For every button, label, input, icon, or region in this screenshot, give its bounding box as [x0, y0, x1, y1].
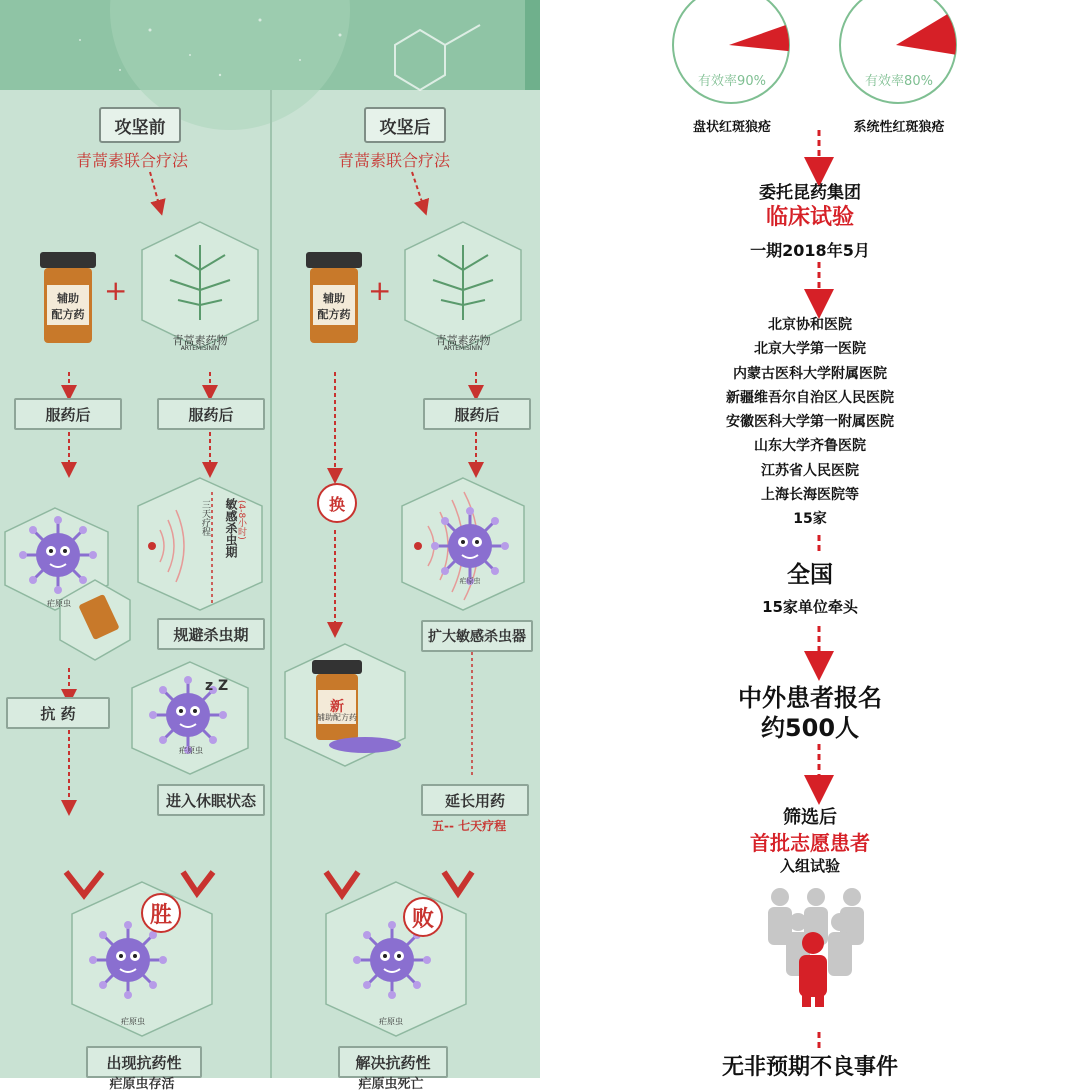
new-bottle-label: 辅助配方药 [317, 713, 357, 722]
sensitive-period: 敏感杀虫期 [224, 498, 238, 558]
sensitive-course: 三天疗程 [200, 500, 210, 536]
arrow [150, 172, 160, 208]
sensitive-hours: (4-8小时) [236, 500, 246, 540]
herb-label: 青蒿素药物 [435, 334, 491, 347]
sleep-icon: z Z [205, 678, 229, 694]
herb-label: 青蒿素药物 [172, 334, 228, 347]
win-badge: 胜 [141, 893, 181, 933]
parasite-icon [19, 516, 97, 594]
nation-text: 全国 [787, 562, 833, 588]
after-med-box: 服药后 [157, 398, 265, 430]
arrow [412, 172, 424, 208]
before-result-line2: 疟原虫存活 [109, 1077, 175, 1092]
before-therapy: 青蒿素联合疗法 [76, 151, 189, 170]
first-batch-text: 首批志愿患者 [750, 831, 870, 855]
hospital-item: 内蒙古医科大学附属医院 [733, 365, 887, 382]
after-med-box: 服药后 [14, 398, 122, 430]
herb-sublabel: ARTEMISININ [443, 345, 483, 352]
highlighted-person-icon [799, 932, 827, 1007]
join-text: 入组试验 [779, 857, 840, 875]
gauge1-rate: 有效率90% [698, 74, 766, 89]
hospital-item: 15家 [793, 511, 827, 528]
right-graphics [540, 0, 1080, 1078]
chevron-down-icon [183, 872, 213, 893]
plus-icon: + [104, 274, 128, 307]
parasite-label: 疟原虫 [379, 1017, 403, 1026]
resist-box: 抗 药 [6, 697, 110, 729]
hospital-item: 上海长海医院等 [761, 487, 859, 504]
entrust-text: 委托昆药集团 [759, 183, 861, 203]
after-result-line2: 疟原虫死亡 [358, 1077, 424, 1092]
parasite-icon [89, 921, 167, 999]
parasite-label: 疟原虫 [121, 1017, 145, 1026]
extend-box: 延长用药 [421, 784, 529, 816]
hospital-item: 北京大学第一医院 [754, 341, 866, 358]
herb-sublabel: ARTEMISININ [180, 345, 220, 352]
gauge2-name: 系统性红斑狼疮 [853, 120, 945, 135]
expand-box: 扩大敏感杀虫器 [421, 620, 533, 652]
new-tag: 新 [330, 699, 344, 715]
chevron-down-icon [326, 872, 358, 895]
after-header: 攻坚后 [364, 107, 446, 143]
bottle-label: 辅助 配方药 [317, 292, 351, 321]
lose-badge: 败 [403, 897, 443, 937]
hospital-item: 安徽医科大学第一附属医院 [726, 414, 894, 431]
parasite-label: 疟原虫 [459, 577, 481, 585]
dormant-box: 进入休眠状态 [157, 784, 265, 816]
gauge2-rate: 有效率80% [865, 74, 933, 89]
lead-text: 15家单位牵头 [762, 598, 858, 616]
hospital-item: 新疆维吾尔自治区人民医院 [726, 389, 894, 406]
hospital-list [540, 313, 1080, 532]
after-therapy: 青蒿素联合疗法 [338, 151, 451, 170]
parasite-icon [431, 507, 509, 585]
avoid-kill-box: 规避杀虫期 [157, 618, 265, 650]
hospital-item: 北京协和医院 [768, 317, 852, 333]
no-adverse-text: 无非预期不良事件 [721, 1055, 898, 1080]
right-infographic-panel [540, 0, 1080, 1078]
chevron-down-icon [66, 872, 102, 895]
parasite-label: 疟原虫 [47, 599, 71, 608]
before-header: 攻坚前 [99, 107, 181, 143]
hospital-item: 江苏省人民医院 [761, 462, 859, 479]
gauge1-name: 盘状红斑狼疮 [692, 120, 771, 135]
after-med-box: 服药后 [423, 398, 531, 430]
after-result: 解决抗药性 [355, 1053, 431, 1072]
parasite-label: 疟原虫 [179, 746, 203, 755]
flow-graphics [0, 0, 540, 1078]
screen-text: 筛选后 [783, 807, 837, 828]
plus-icon: + [368, 274, 392, 307]
hospital-item: 山东大学齐鲁医院 [754, 438, 866, 455]
phase-text: 一期2018年5月 [750, 241, 870, 260]
enroll-line2: 约500人 [760, 714, 860, 742]
before-result: 出现抗药性 [106, 1053, 182, 1072]
switch-badge: 换 [317, 483, 357, 523]
trial-text: 临床试验 [765, 205, 854, 230]
enroll-line1: 中外患者报名 [738, 684, 882, 712]
chevron-down-icon [444, 872, 472, 893]
extend-course: 五-- 七天疗程 [432, 819, 507, 833]
bottle-label: 辅助 配方药 [51, 292, 85, 321]
